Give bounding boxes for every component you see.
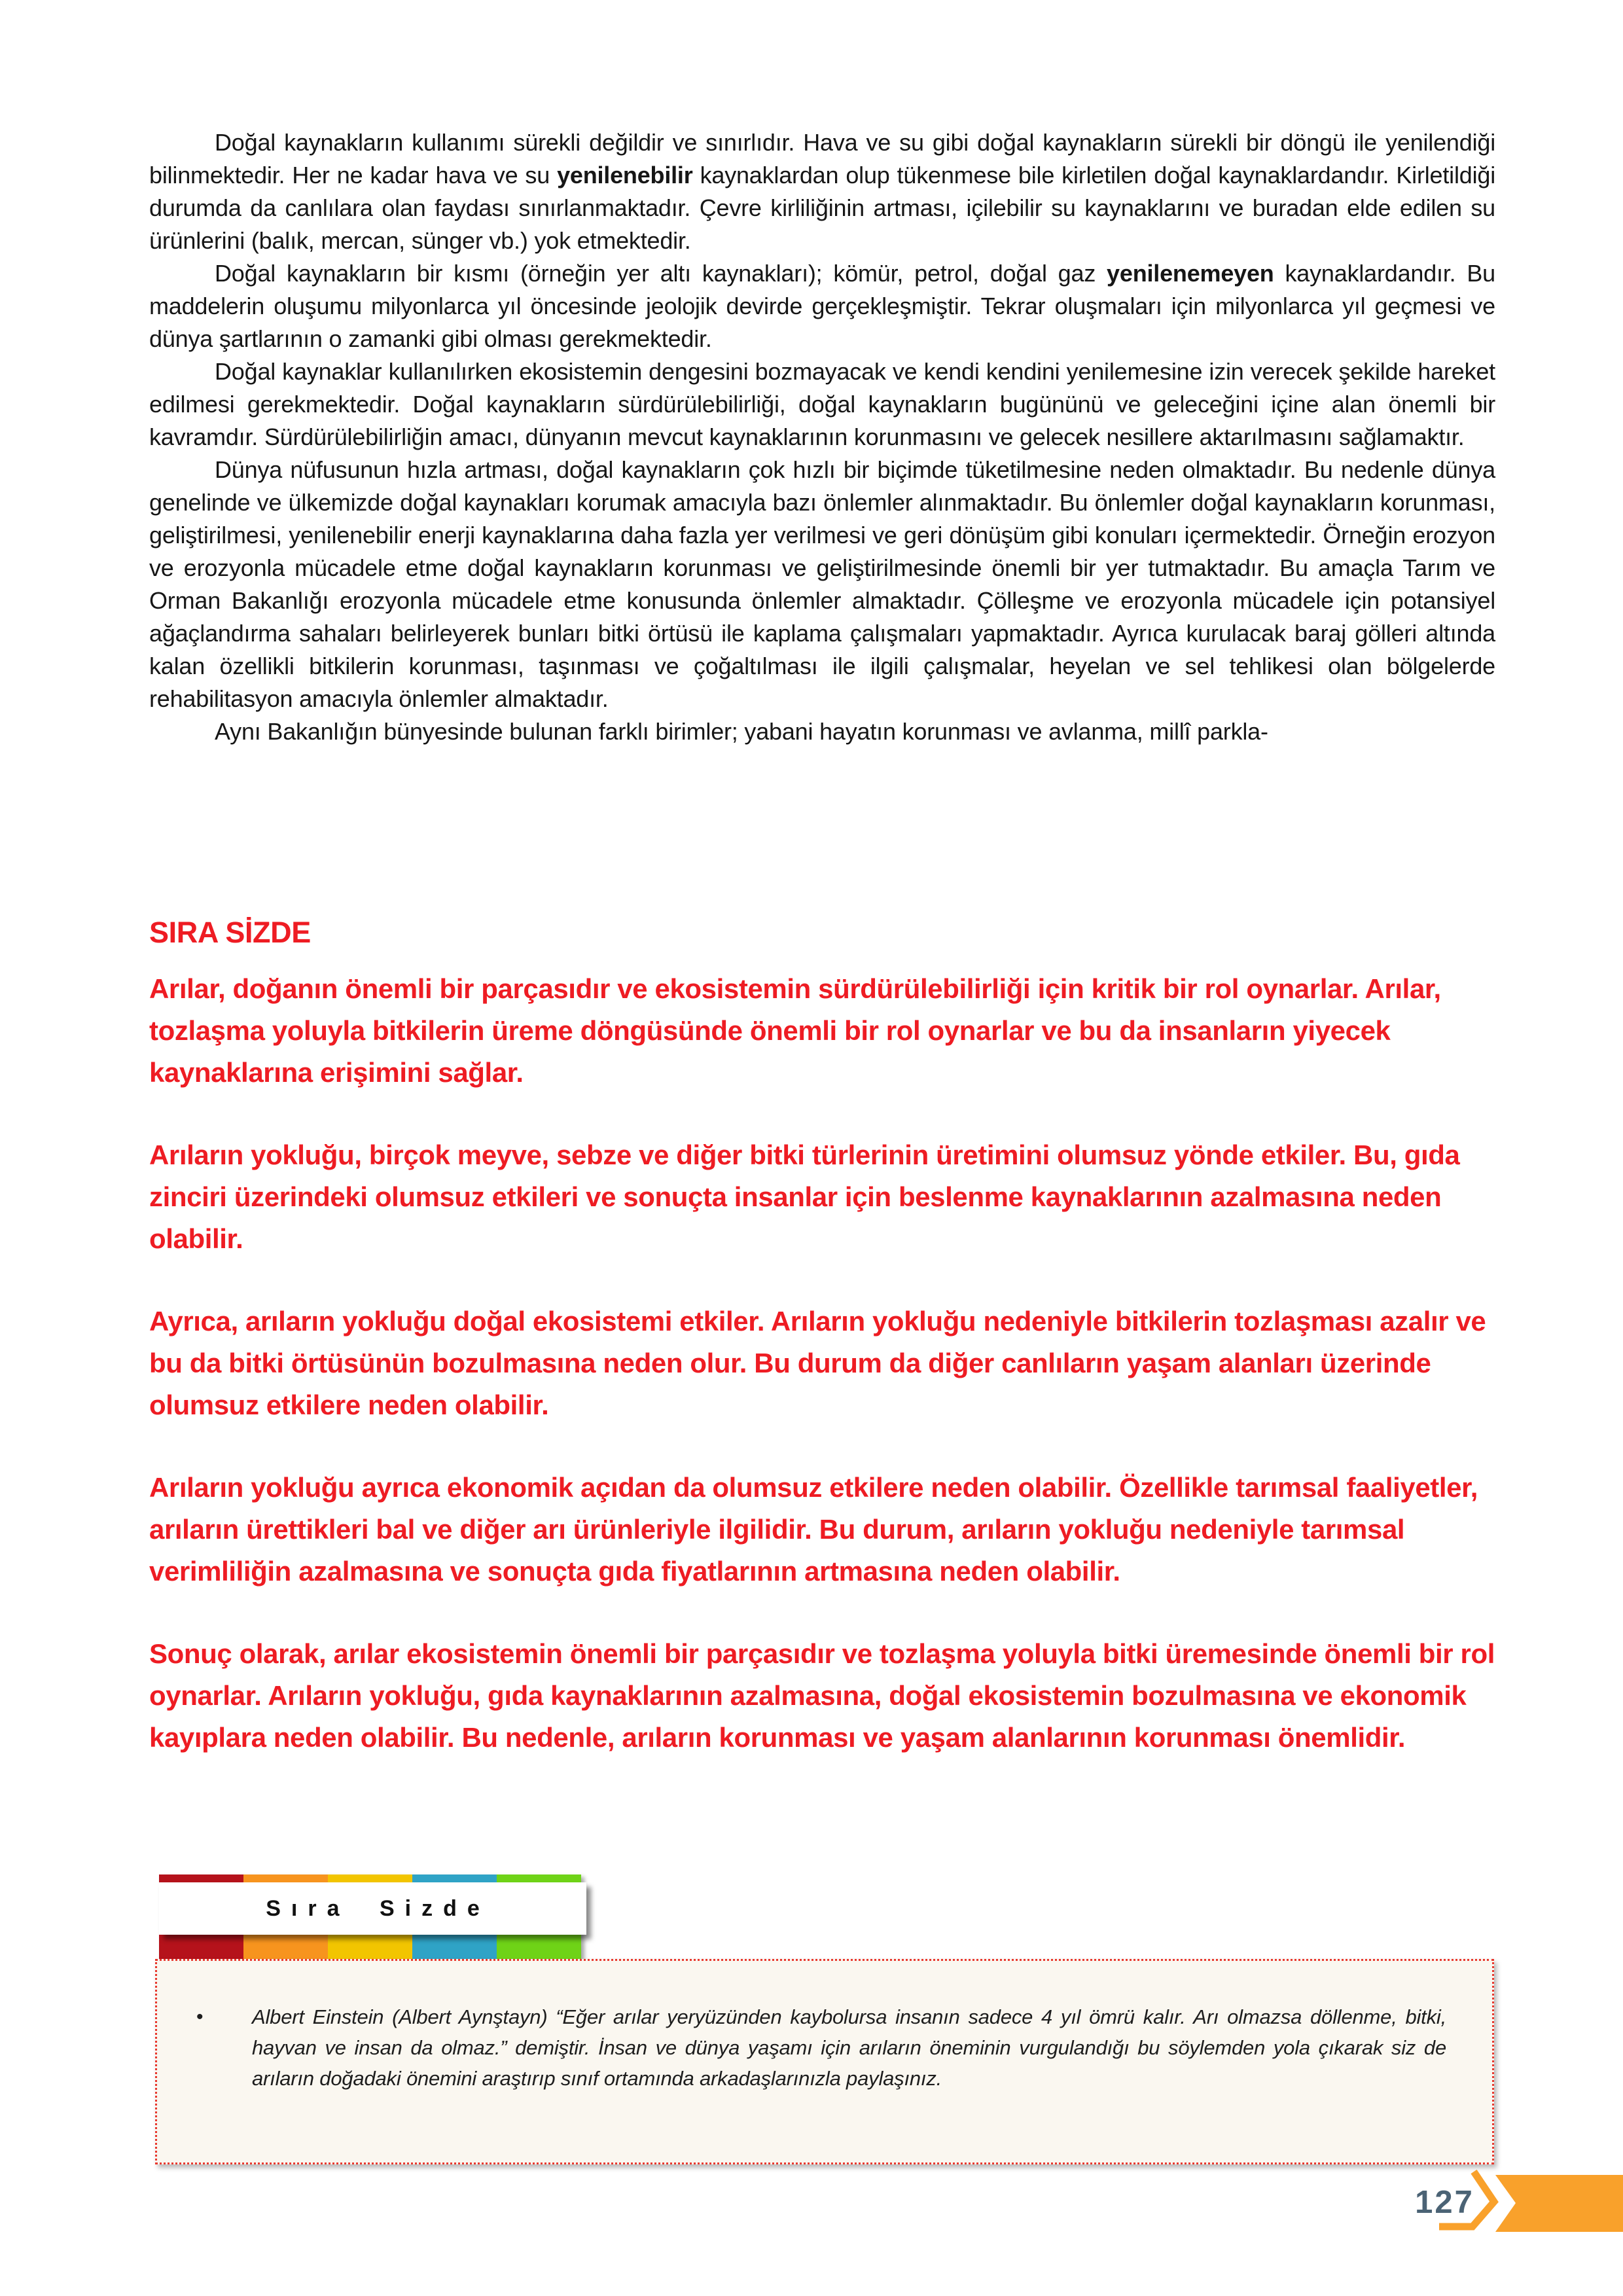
text-run: Doğal kaynakların bir kısmı (örneğin yer altı kaynakları); kömür, petrol, doğal gaz <box>215 260 1107 287</box>
activity-box <box>155 1959 1494 2164</box>
paragraph <box>149 257 1495 355</box>
sira-sizde-paragraph: Arılar, doğanın önemli bir parçasıdır ve ekosistemin sürdürülebilirliği için kritik bir rol oynarlar. Arılar, tozlaşma yoluyla bitkilerin üreme döngüsünde önemli bir rol oynarlar ve bu da insanların yiyecek kaynaklarına erişimini sağlar. <box>149 973 1441 1088</box>
text-run: Doğal kaynakların kullanımı sürekli değildir ve sınırlıdır. Hava ve su gibi doğal kaynakların sürekli bir döngü ile yenilendiği bilinmektedir. Her ne kadar hava ve su <box>149 129 1495 188</box>
sira-sizde-paragraph: Arıların yokluğu ayrıca ekonomik açıdan da olumsuz etkilere neden olabilir. Özellikle tarımsal faaliyetler, arıların ürettikleri bal ve diğer arı ürünleriyle ilgilidir. Bu durum, arıların yokluğu nedeniyle tarımsal verimliliğin azalmasına ve sonuçta gıda fiyatlarının artmasına neden olabilir. <box>149 1472 1478 1587</box>
page-number: 127 <box>1415 2185 1474 2220</box>
paragraph <box>149 355 1495 454</box>
bullet-marker: • <box>196 2006 204 2028</box>
paragraph <box>149 715 1495 748</box>
sira-sizde-paragraph: Ayrıca, arıların yokluğu doğal ekosistemi etkiler. Arıların yokluğu nedeniyle bitkilerin tozlaşması azalır ve bu da bitki örtüsünün bozulmasına neden olur. Bu durum da diğer canlıların yaşam alanları üzerinde olumsuz etkilere neden olabilir. <box>149 1306 1486 1420</box>
text-run: Aynı Bakanlığın bünyesinde bulunan farklı birimler; yabani hayatın korunması ve avlanma, millî parkla- <box>215 718 1268 745</box>
sira-sizde-paragraphs <box>149 968 1495 1759</box>
paragraph <box>149 126 1495 257</box>
sira-sizde-banner <box>159 1874 581 1959</box>
sira-sizde-section <box>149 918 1495 1799</box>
text-run: kaynaklardan olup tükenmese bile kirletilen doğal kaynaklardandır. Kirletildiği durumda da canlılara olan faydası sınırlanmaktadır. Çevre kirliliğinin artması, içilebilir su kaynaklarını ve buradan elde edilen su ürünlerini (balık, mercan, sünger vb.) yok etmektedir. <box>149 162 1495 254</box>
activity-bullet-item <box>157 1961 1492 2094</box>
text-run: Doğal kaynaklar kullanılırken ekosistemin dengesini bozmayacak ve kendi kendini yenilemesine izin verecek şekilde hareket edilmesi gerekmektedir. Doğal kaynakların sürdürülebilirliği, doğal kaynakların bugününü ve geleceğini içine alan önemli bir kavramdır. Sürdürülebilirliğin amacı, dünyanın mevcut kaynaklarının korunmasını ve gelecek nesillere aktarılmasını sağlamaktır. <box>149 358 1495 450</box>
text-run: Dünya nüfusunun hızla artması, doğal kaynakların çok hızlı bir biçimde tüketilmesine neden olmaktadır. Bu nedenle dünya genelinde ve ülkemizde doğal kaynakları korumak amacıyla bazı önlemler alınmaktadır. Bu önlemler doğal kaynakların korunması, geliştirilmesi, yenilenebilir enerji kaynaklarına daha fazla yer verilmesi ve geri dönüşüm gibi konuları içermektedir. Örneğin erozyon ve erozyonla mücadele etme doğal kaynakların korunması ve geliştirilmesinde önemli bir yer tutmaktadır. Bu amaçla Tarım ve Orman Bakanlığı erozyonla mücadele etme konusunda önlemler almaktadır. Çölleşme ve erozyonla mücadele için potansiyel ağaçlandırma sahaları belirleyerek bunları bitki örtüsü ile kaplama çalışmaları yapmaktadır. Ayrıca kurulacak baraj gölleri altında kalan özellikli bitkilerin korunması, taşınması ve çoğaltılması ile ilgili çalışmalar, heyelan ve sel tehlikesi olan bölgelerde rehabilitasyon amacıyla önlemler almaktadır. <box>149 456 1495 712</box>
body-paragraphs <box>149 126 1495 748</box>
bold-term: yenilenemeyen <box>1107 260 1274 287</box>
activity-text: Albert Einstein (Albert Aynştayn) “Eğer arılar yeryüzünden kaybolursa insanın sadece 4 yıl ömrü kalır. Arı olmazsa döllenme, bitki, hayvan ve insan da olmaz.” demiştir. İnsan ve dünya yaşamı için arıların öneminin vurgulandığı bu söylemden yola çıkarak siz de arıların doğadaki önemini araştırıp sınıf ortamında arkadaşlarınızla paylaşınız. <box>252 2005 1446 2090</box>
sira-sizde-paragraph: Arıların yokluğu, birçok meyve, sebze ve diğer bitki türlerinin üretimini olumsuz yönde etkiler. Bu, gıda zinciri üzerindeki olumsuz etkileri ve sonuçta insanlar için beslenme kaynaklarının azalmasına neden olabilir. <box>149 1139 1460 1254</box>
bold-term: yenilenebilir <box>557 162 693 188</box>
banner-label: Sıra Sizde <box>266 1895 490 1921</box>
sira-sizde-heading: SIRA SİZDE <box>149 916 311 949</box>
paragraph <box>149 454 1495 715</box>
footer-orange-bar <box>1495 2175 1623 2232</box>
text-run: kaynaklardandır. Bu maddelerin oluşumu milyonlarca yıl öncesinde jeolojik devirde gerçekleşmiştir. Tekrar oluşmaları için milyonlarca yıl geçmesi ve dünya şartlarının o zamanki gibi olması gerekmektedir. <box>149 260 1496 352</box>
banner-label-band <box>159 1882 586 1935</box>
sira-sizde-paragraph: Sonuç olarak, arılar ekosistemin önemli bir parçasıdır ve tozlaşma yoluyla bitki üremesinde önemli bir rol oynarlar. Arıların yokluğu, gıda kaynaklarının azalmasına, doğal ekosistemin bozulmasına ve ekonomik kayıplara neden olabilir. Bu nedenle, arıların korunması ve yaşam alanlarının korunması önemlidir. <box>149 1638 1495 1753</box>
